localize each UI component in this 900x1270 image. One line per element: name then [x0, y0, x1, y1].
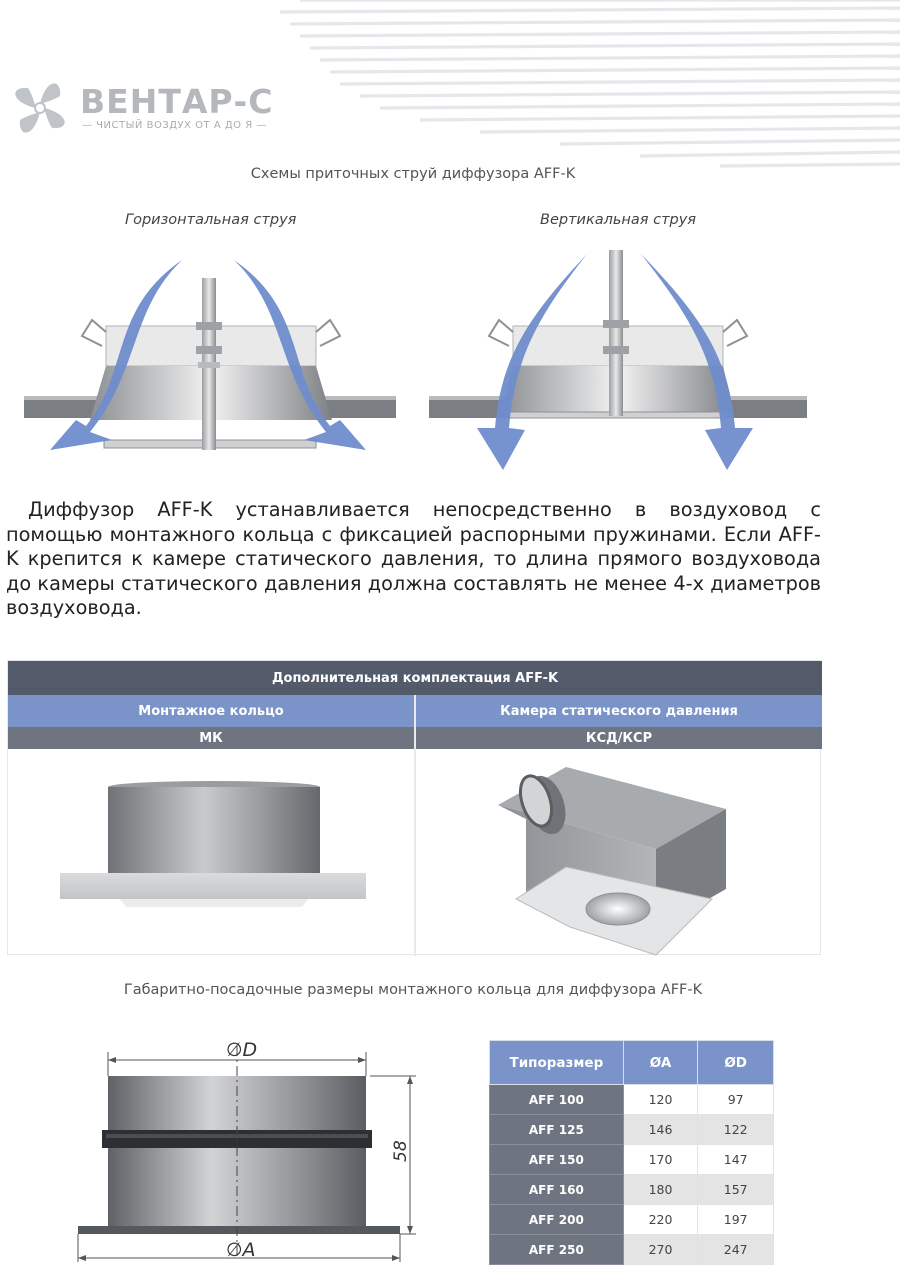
- size-cell: AFF 125: [490, 1115, 624, 1145]
- accessory-name-chamber: Камера статического давления: [416, 695, 822, 727]
- description-paragraph: Диффузор AFF-K устанавливается непосредственно в воздуховод с помощью монтажного кольца с фиксацией распорными пружинами. Если AFF-K крепится к камере статического давления, то длина прямого воздуховода до камеры статического давления должна составлять не менее 4-х диаметров воздуховода.: [6, 498, 821, 619]
- size-cell: AFF 200: [490, 1205, 624, 1235]
- horizontal-jet-scheme: [20, 250, 400, 470]
- d-cell: 157: [698, 1175, 774, 1205]
- brand-slogan: — ЧИСТЫЙ ВОЗДУХ ОТ А ДО Я —: [82, 120, 267, 131]
- d-cell: 197: [698, 1205, 774, 1235]
- a-cell: 220: [623, 1205, 698, 1235]
- table-row: [490, 1115, 774, 1145]
- dim-label-a: ∅A: [226, 1239, 256, 1261]
- d-cell: 122: [698, 1115, 774, 1145]
- size-cell: AFF 100: [490, 1085, 624, 1115]
- dim-label-height: 58: [391, 1140, 411, 1162]
- accessories-title: Дополнительная комплектация AFF-K: [8, 661, 822, 695]
- a-cell: 146: [623, 1115, 698, 1145]
- d-cell: 97: [698, 1085, 774, 1115]
- table-row: [490, 1145, 774, 1175]
- schemes-title: Схемы приточных струй диффузора AFF-K: [250, 166, 576, 182]
- table-row: [490, 1205, 774, 1235]
- vertical-jet-label: Вертикальная струя: [540, 212, 697, 228]
- header-d: ØD: [698, 1041, 774, 1085]
- brand-name: ВЕНТАР-С: [80, 82, 274, 121]
- table-row: [490, 1085, 774, 1115]
- size-cell: AFF 250: [490, 1235, 624, 1265]
- table-row: [490, 1175, 774, 1205]
- a-cell: 270: [623, 1235, 698, 1265]
- header-a: ØA: [623, 1041, 698, 1085]
- a-cell: 170: [623, 1145, 698, 1175]
- header-size: Типоразмер: [490, 1041, 624, 1085]
- a-cell: 120: [623, 1085, 698, 1115]
- accessory-code-chamber: КСД/КСР: [416, 727, 822, 749]
- mounting-ring-image: [8, 749, 414, 956]
- dimensions-table: [489, 1040, 774, 1265]
- size-cell: AFF 160: [490, 1175, 624, 1205]
- plenum-chamber-image: [416, 749, 822, 956]
- accessory-name-ring: Монтажное кольцо: [8, 695, 414, 727]
- accessories-table: [7, 660, 821, 955]
- table-row: [490, 1235, 774, 1265]
- mounting-ring-drawing: [70, 1030, 420, 1270]
- size-cell: AFF 150: [490, 1145, 624, 1175]
- vertical-jet-scheme: [425, 250, 810, 475]
- horizontal-jet-label: Горизонтальная струя: [125, 212, 297, 228]
- accessory-code-ring: МК: [8, 727, 414, 749]
- dimensions-title: Габаритно-посадочные размеры монтажного кольца для диффузора AFF-K: [123, 982, 703, 998]
- dim-label-d: ∅D: [226, 1039, 258, 1061]
- d-cell: 147: [698, 1145, 774, 1175]
- d-cell: 247: [698, 1235, 774, 1265]
- a-cell: 180: [623, 1175, 698, 1205]
